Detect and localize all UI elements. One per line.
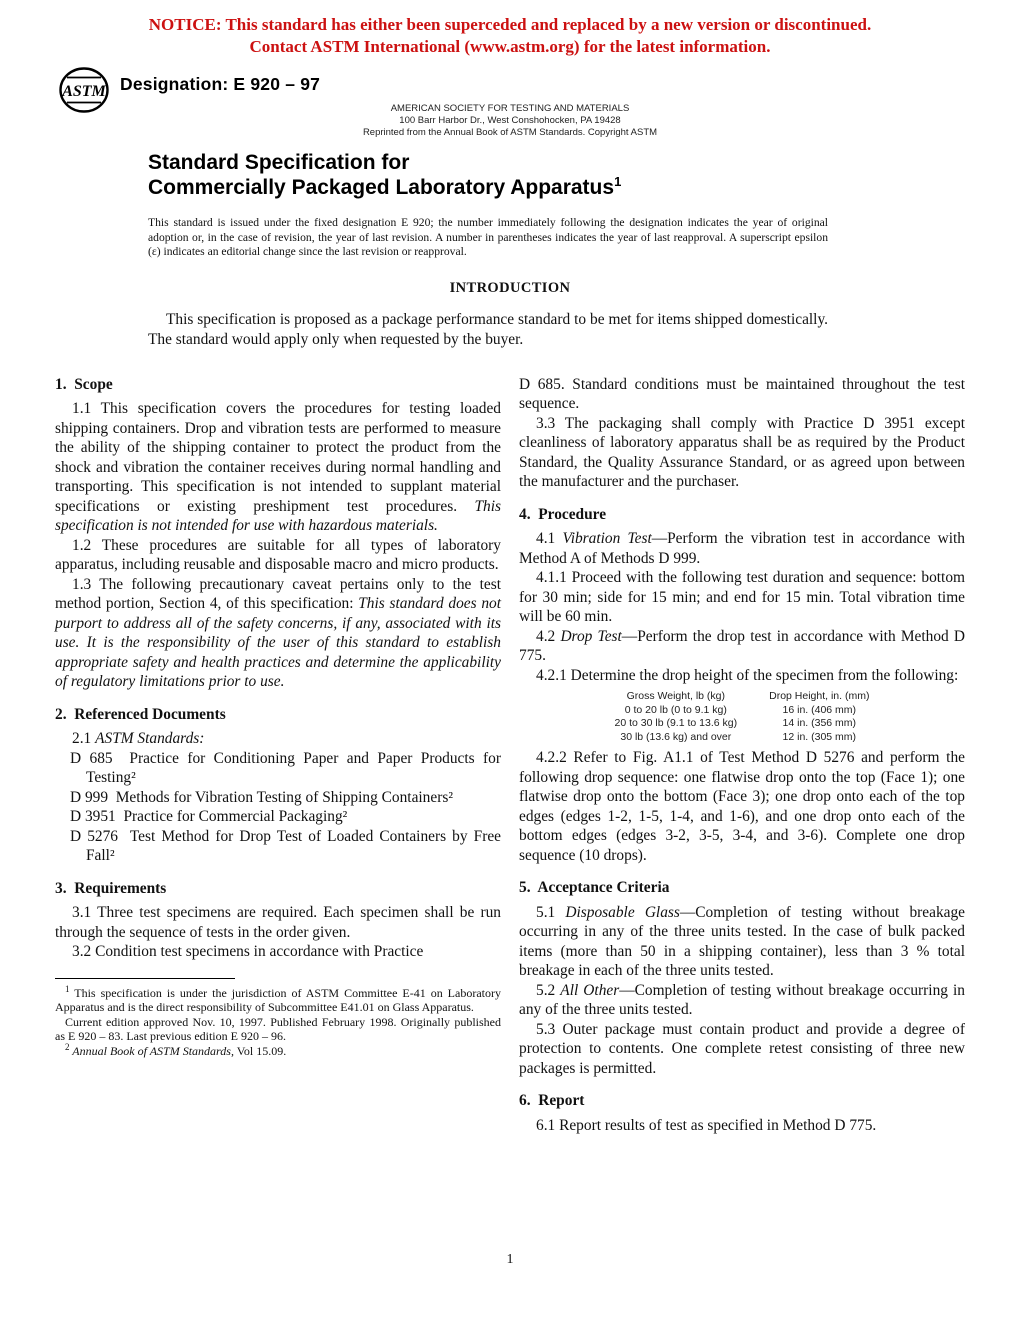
paragraph-4-2-term: Drop Test [560,627,622,645]
paragraph-4-2-number: 4.2 [536,627,561,645]
two-column-body [55,375,965,1136]
drop-table-row-3 [599,731,886,745]
paragraph-3-2: 3.2 Condition test specimens in accordance with Practice [72,943,424,960]
notice-line-2: Contact ASTM International (www.astm.org) for the latest information. [249,37,771,56]
paragraph-5-1-number: 5.1 [536,903,566,921]
drop-table-header-row [599,690,886,704]
notice-line-1: NOTICE: This standard has either been superceded and replaced by a new version or discontinued. [148,15,872,34]
paragraph-5-2-number: 5.2 [536,981,561,999]
title-text: Commercially Packaged Laboratory Apparatus [148,176,615,199]
reference-item-d685: D 685 Practice for Conditioning Paper and Paper Products for Testing² [70,749,501,786]
reference-item-d3951: D 3951 Practice for Commercial Packaging² [70,808,348,825]
paragraph-4-2-text: —Perform the drop test in accordance with Method D 775. [519,627,966,664]
drop-table-cell: 20 to 30 lb (9.1 to 13.6 kg) [614,717,738,729]
footnote-divider [55,978,235,979]
drop-table-header-gross-weight: Gross Weight, lb (kg) [626,690,726,702]
paragraph-1-1-italic: This specification is not intended for use with hazardous materials. [55,497,501,534]
title-footnote-ref: 1 [614,174,622,189]
paragraph-4-1-number: 4.1 [536,530,563,547]
preamble-text: This standard is issued under the fixed designation E 920; the number immediately following the designation indicates the year of original adoption or, in the case of revision, the year of last revision. A number in parentheses indicates the year of last reapproval. A superscript epsilon (ε) indicates an editorial change since the last revision or reapproval. [148,216,828,258]
paragraph-4-2-2: 4.2.2 Refer to Fig. A1.1 of Test Method D 5276 and perform the following drop sequence: one flatwise drop onto the top (Face 1); one flatwise drop onto the bottom (Face 3); one drop onto each of the top edges (edges 1-2, 1-5, 1-4, and 1-6), and one drop onto each of the bottom edges (edges 3-2, 3-5, 3-4, and 3-6). Complete one drop sequence (10 drops). [519,749,965,864]
paragraph-1-1 [55,399,501,536]
footnote-2-italic: Annual Book of ASTM Standards, [69,1043,234,1058]
paragraph-3-2-continuation: D 685. Standard conditions must be maintained throughout the test sequence. [519,375,965,412]
reference-item-d999: D 999 Methods for Vibration Testing of Shipping Containers² [70,788,453,806]
footnote-1-continued: Current edition approved Nov. 10, 1997. Published February 1998. Originally published as E 920 – 83. Last previous edition E 920 – 96. [55,1014,501,1044]
paragraph-5-1 [519,903,965,981]
drop-table-cell: 16 in. (406 mm) [782,703,857,716]
drop-table-row-1 [599,704,886,718]
footnote-1-ref: 1 [65,983,70,994]
paragraph-1-2: 1.2 These procedures are suitable for all types of laboratory apparatus, including reusable and disposable macro and micro products. [55,536,501,573]
paragraph-2-1 [55,729,501,749]
drop-table-cell: 30 lb (13.6 kg) and over [620,730,732,743]
paragraph-4-1-1: 4.1.1 Proceed with the following test duration and sequence: bottom for 30 min; side for 15 min; and end for 15 min. Total vibration time will be 60 min. [519,569,965,625]
supersession-notice [0,14,1020,58]
section-1-heading: 1. Scope [55,375,113,393]
drop-table-header-drop-height: Drop Height, in. (mm) [769,690,870,702]
paragraph-3-3: 3.3 The packaging shall comply with Practice D 3951 except cleanliness of laboratory apparatus shall be as required by the Product Standard, the Quality Assurance Standard, or as agreed upon between the manufacturer and the purchaser. [519,414,965,490]
footnote-1 [55,983,501,1015]
reference-item-d5276: D 5276 Test Method for Drop Test of Loaded Containers by Free Fall² [70,827,501,864]
drop-height-table [599,690,886,744]
footnote-2-ref: 2 [65,1041,70,1052]
society-address-block [0,103,1020,139]
footnote-1-text: This specification is under the jurisdiction of ASTM Committee E-41 on Laboratory Apparatus and is the direct responsibility of Subcommittee E41.01 on Glass Apparatus. [55,985,501,1015]
designation: Designation: E 920 – 97 [120,74,321,94]
paragraph-1-3-italic: This standard does not purport to address all of the safety concerns, if any, associated with its use. It is the responsibility of the user of this standard to establish appropriate safety and health practices and determine the applicability of regulatory limitations prior to use. [55,595,501,690]
paragraph-5-1-text: —Completion of testing without breakage occurring in any of the three units tested. In the case of bulk packed items (more than 50 in a shipping container), less than 3 % total breakage in each of the three units tested. [519,903,966,979]
page-number: 1 [506,1252,514,1267]
society-line-2: 100 Barr Harbor Dr., West Conshohocken, PA 19428 [399,115,621,126]
title-line-1: Standard Specification for [148,151,410,174]
left-column [55,375,501,1136]
paragraph-5-2-text: —Completion of testing without breakage occurring in any of the three units tested. [519,981,965,1018]
paragraph-6-1: 6.1 Report results of test as specified in Method D 775. [536,1116,877,1134]
section-5-heading: 5. Acceptance Criteria [519,879,670,896]
drop-table-cell: 14 in. (356 mm) [782,717,857,729]
paragraph-4-1-term: Vibration Test [562,530,652,547]
paragraph-3-1: 3.1 Three test specimens are required. Each specimen shall be run through the sequence of tests in the order given. [55,904,501,941]
paragraph-5-3: 5.3 Outer package must contain product and provide a degree of protection to contents. One complete retest consisting of three new packages is permitted. [519,1020,965,1077]
footnote-2-text: Vol 15.09. [233,1043,287,1058]
introduction-heading: INTRODUCTION [449,279,571,296]
paragraph-4-2-1: 4.2.1 Determine the drop height of the specimen from the following: [536,666,959,684]
section-3-heading: 3. Requirements [55,879,167,897]
paragraph-4-2 [519,627,965,666]
right-column [519,375,965,1136]
introduction-text: This specification is proposed as a package performance standard to be met for items shipped domestically. The standard would apply only when requested by the buyer. [148,310,828,348]
drop-table-cell: 12 in. (305 mm) [782,730,857,743]
section-4-heading: 4. Procedure [519,505,607,523]
paragraph-1-3 [55,575,501,692]
document-title [148,150,1020,200]
paragraph-4-1 [519,529,965,568]
society-line-1: AMERICAN SOCIETY FOR TESTING AND MATERIALS [390,103,630,114]
paragraph-1-1-text: 1.1 This specification covers the procedures for testing loaded shipping containers. Drop and vibration tests are performed to measure the ability of the shipping container to protect the product from the shock and vibration the container receives during normal handling and transporting. This specification is not intended to supplant material specifications or existing preshipment test procedures. [55,400,501,515]
paragraph-4-1-text: —Perform the vibration test in accordance with Method A of Methods D 999. [519,530,965,567]
paragraph-5-2 [519,981,965,1020]
title-line-2 [148,175,1020,200]
drop-table-row-2 [599,717,886,731]
paragraph-2-1-number: 2.1 [72,730,96,747]
society-line-3: Reprinted from the Annual Book of ASTM Standards. Copyright ASTM [362,127,658,138]
paragraph-5-1-term: Disposable Glass [565,903,680,921]
section-2-heading: 2. Referenced Documents [55,705,226,723]
astm-logo-text: ASTM [62,83,106,100]
paragraph-5-2-term: All Other [560,981,620,999]
document-header [0,66,1020,144]
paragraph-2-1-italic: ASTM Standards: [95,730,205,747]
drop-table-cell: 0 to 20 lb (0 to 9.1 kg) [624,703,727,716]
paragraph-1-3-text: 1.3 The following precautionary caveat pertains only to the test method portion, Section 4, of this specification: [55,575,501,612]
section-6-heading: 6. Report [519,1092,585,1109]
footnote-2 [55,1041,501,1059]
